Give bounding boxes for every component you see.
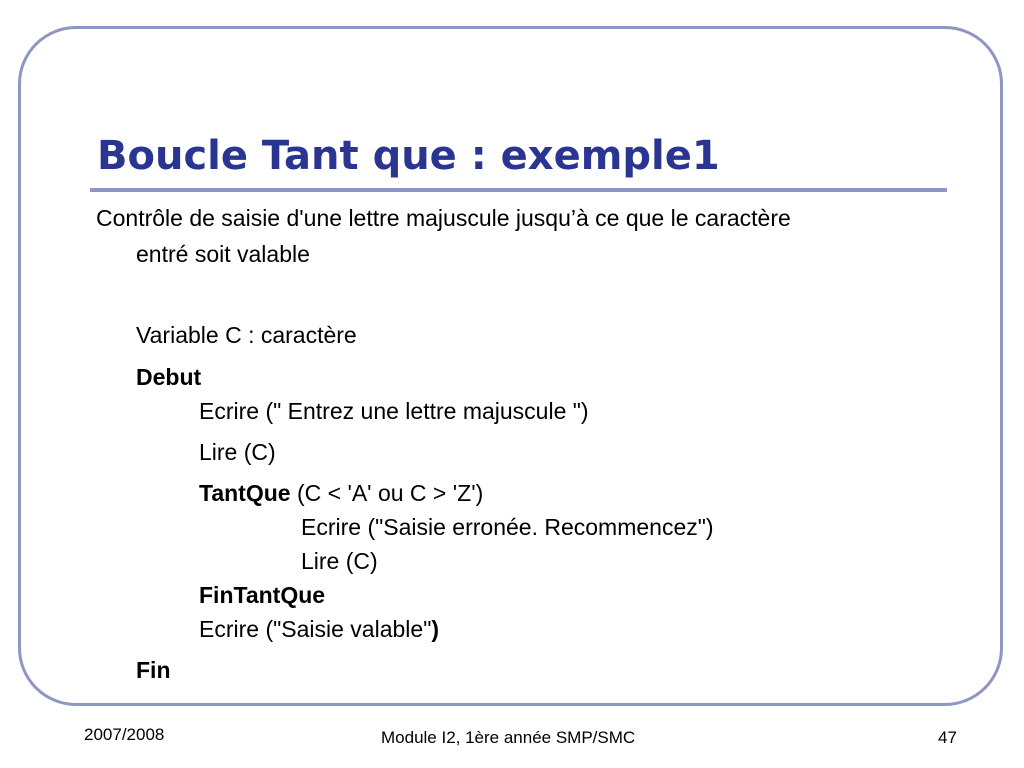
ecrire-valid-paren: ) [431, 616, 440, 642]
footer-page-number: 47 [938, 728, 957, 747]
statement-lire-2: Lire (C) [301, 548, 378, 574]
intro-text-line-1: Contrôle de saisie d'une lettre majuscule jusqu’à ce que le caractère [96, 205, 791, 231]
keyword-fintantque: FinTantQue [199, 582, 326, 608]
ecrire-valid-text: Ecrire ("Saisie valable" [199, 616, 432, 642]
keyword-tantque: TantQue [199, 480, 291, 506]
variable-declaration: Variable C : caractère [136, 322, 357, 348]
statement-ecrire-prompt: Ecrire (" Entrez une lettre majuscule ") [199, 398, 589, 424]
statement-ecrire-valid [199, 614, 439, 644]
slide-title: Boucle Tant que : exemple1 [97, 133, 720, 179]
footer-date: 2007/2008 [84, 725, 165, 744]
keyword-debut: Debut [136, 364, 202, 390]
footer-module: Module I2, 1ère année SMP/SMC [381, 728, 636, 747]
keyword-fin: Fin [136, 657, 171, 683]
statement-ecrire-error: Ecrire ("Saisie erronée. Recommencez") [301, 514, 714, 540]
tantque-line [199, 478, 483, 508]
intro-text-line-2: entré soit valable [136, 241, 310, 267]
statement-lire-1: Lire (C) [199, 439, 276, 465]
tantque-condition: (C < 'A' ou C > 'Z') [290, 480, 484, 506]
